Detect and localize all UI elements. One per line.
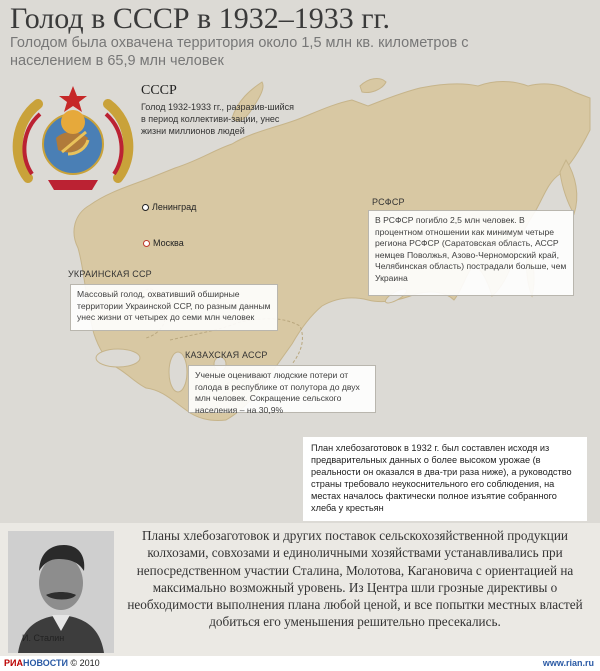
ria-logo [4, 658, 100, 668]
city-leningrad [142, 202, 196, 212]
bottom-panel [0, 523, 600, 656]
brand-novosti: НОВОСТИ [22, 658, 69, 668]
ussr-emblem [8, 78, 138, 198]
emblem-graphic [8, 78, 138, 198]
region-label-rsfsr: РСФСР [372, 197, 405, 207]
grain-plan-note: План хлебозаготовок в 1932 г. был составлен исходя из предварительных данных о более высоком урожае (в реальности он оказался в два-три раза ниже), а руководство страны требовало неукоснительного его соблюдения, на местах началось фактически полное изъятие собранного хлеба у крестьян [303, 437, 587, 521]
city-label: Москва [153, 238, 184, 248]
region-label-kazakhstan: КАЗАХСКАЯ АССР [185, 350, 268, 360]
brand-ria: РИА [4, 658, 23, 668]
bottom-paragraph: Планы хлебозаготовок и других поставок сельскохозяйственной продукции колхозами, совхозами и единоличными хозяйствами устанавливались при непосредственном участии Сталина, Молотова, Кагановича с ориентацией на максимально возможный уровень. Из Центра шли грозные директивы о необходимости выполнения плана любой ценой, и все попытки местных властей добиться его уменьшения решительно пресекались. [127, 528, 583, 630]
rsfsr-info-box: В РСФСР погибло 2,5 млн человек. В процентном отношении как минимум четыре региона РСФСР (Саратовская область, АССР немцев Поволжья, Азово-Черноморский край, Челябинская область) пострадали больше, чем Украина [368, 210, 574, 296]
ussr-description: Голод 1932-1933 гг., разразив-шийся в период коллективи-зации, унес жизни миллионов людей [141, 102, 295, 136]
copyright: © 2010 [70, 658, 100, 668]
kazakhstan-info-box: Ученые оценивают людские потери от голода в республике от полутора до двух млн человек. Сокращение сельского населения – на 30,9% [188, 365, 376, 413]
city-marker-icon [142, 204, 149, 211]
page-subtitle: Голодом была охвачена территория около 1,5 млн кв. километров с населением в 65,9 млн человек [10, 35, 469, 69]
black-sea [96, 349, 140, 367]
city-label: Ленинград [152, 202, 197, 212]
page-title: Голод в СССР в 1932–1933 гг. [10, 2, 390, 35]
portrait-caption: И. Сталин [22, 633, 65, 643]
city-moscow [143, 238, 184, 248]
ussr-heading: СССР [141, 83, 177, 98]
region-label-ukraine: УКРАИНСКАЯ ССР [68, 269, 152, 279]
capital-marker-icon [143, 240, 150, 247]
footer [0, 656, 600, 671]
site-link[interactable]: www.rian.ru [542, 658, 594, 668]
ukraine-info-box: Массовый голод, охвативший обширные территории Украинской ССР, по разным данным унес жизни от четырех до семи млн человек [70, 284, 278, 331]
